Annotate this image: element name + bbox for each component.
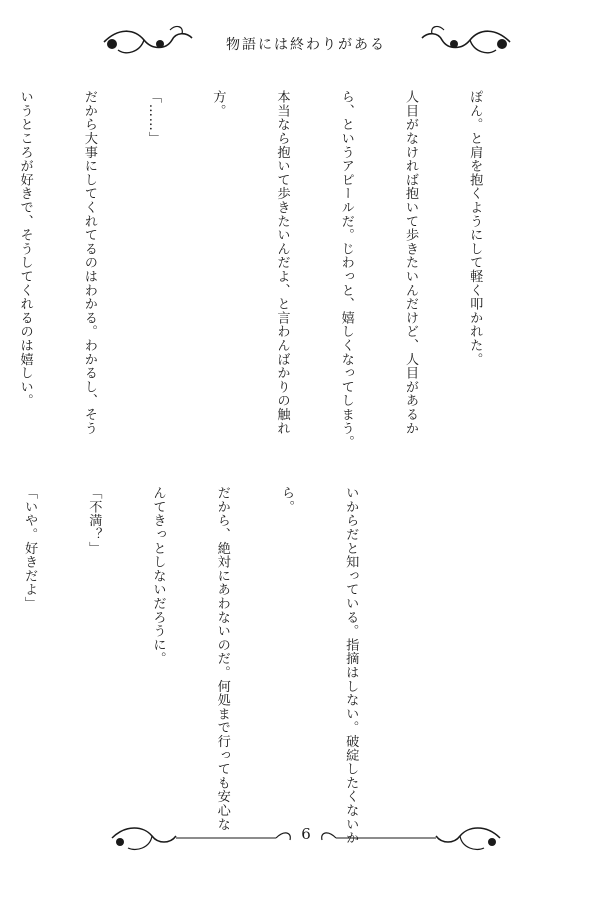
upper-text-column [0,90,528,449]
text-line: いうところが好きで、そうしてくれるのは嬉しい。 [17,90,33,408]
text-line: ら、というアピールだ。じわっと、嬉しくなってしまう。 [338,90,354,449]
text-line: いからだと知っている。指摘はしない。破綻したくないか [343,486,359,845]
text-line: 「いや。好きだよ」 [22,486,38,611]
page-number: 6 [301,825,311,843]
text-line: んてきっとしないだろうに。 [150,486,166,666]
text-line: ら。 [278,486,294,514]
text-line: 「……」 [146,90,162,146]
text-line: 本当なら抱いて歩きたいんだよ、と言わんばかりの触れ [274,90,290,435]
text-line: 方。 [210,90,226,118]
text-line: ぽん。と肩を抱くようにして軽く叩かれた。 [467,90,483,366]
text-line: 「不満？」 [86,486,102,555]
lower-text-column [0,486,404,845]
text-line: だから、絶対にあわないのだ。何処まで行っても安心な [214,486,230,831]
text-line: だから大事にしてくれてるのはわかる。わかるし、そう [81,90,97,435]
text-line: 人目がなければ抱いて歩きたいんだけど、人目があるか [402,90,418,435]
running-header-title: 物語には終わりがある [226,37,386,53]
